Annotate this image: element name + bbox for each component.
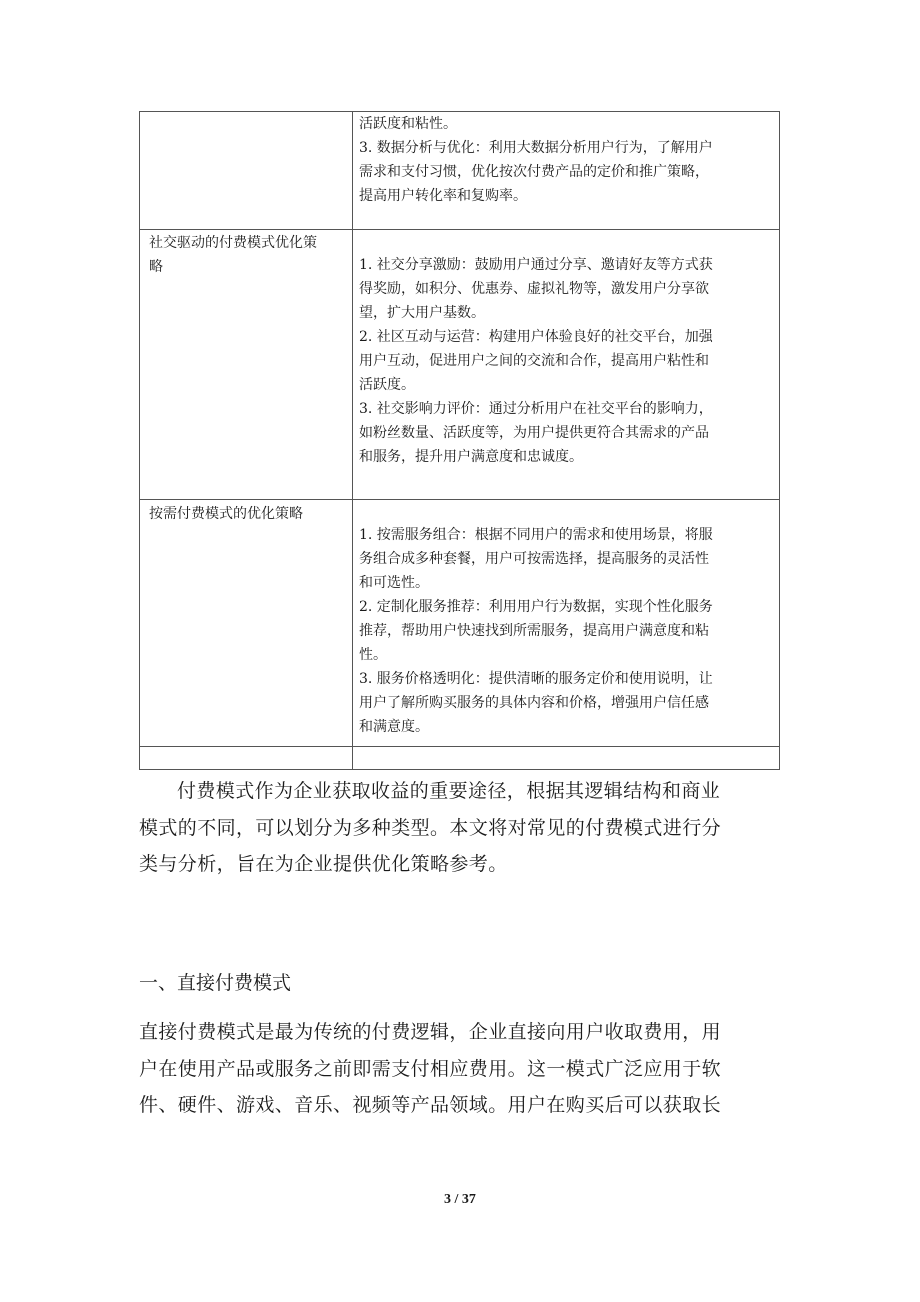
table-row [140,747,780,770]
strategy-name-cell [140,112,353,230]
paragraph-line: 直接付费模式是最为传统的付费逻辑，企业直接向用户收取费用，用 [139,1021,722,1043]
detail-line: 需求和支付习惯，优化按次付费产品的定价和推广策略， [359,164,709,180]
strategy-name-line: 社交驱动的付费模式优化策 [149,235,317,251]
detail-line: 用户了解所购买服务的具体内容和价格，增强用户信任感 [359,695,709,711]
detail-line: 3. 数据分析与优化：利用大数据分析用户行为，了解用户 [359,140,713,156]
table-row [140,500,780,747]
detail-line: 和可选性。 [359,575,429,591]
strategy-table [139,111,780,770]
detail-line: 望，扩大用户基数。 [359,305,485,321]
strategy-detail-cell [353,500,780,747]
strategy-name-line: 按需付费模式的优化策略 [149,506,303,522]
paragraph-line: 类与分析，旨在为企业提供优化策略参考。 [139,853,508,875]
detail-line: 3. 服务价格透明化：提供清晰的服务定价和使用说明，让 [359,671,713,687]
page-number: 3 / 37 [444,1192,476,1207]
detail-line: 性。 [359,647,387,663]
detail-line: 务组合成多种套餐，用户可按需选择，提高服务的灵活性 [359,551,709,567]
paragraph-line: 模式的不同，可以划分为多种类型。本文将对常见的付费模式进行分 [139,816,722,839]
strategy-name-cell [140,500,353,747]
paragraph-line: 付费模式作为企业获取收益的重要途径，根据其逻辑结构和商业 [177,780,721,802]
detail-line: 1. 按需服务组合：根据不同用户的需求和使用场景，将服 [359,527,713,543]
detail-line: 2. 社区互动与运营：构建用户体验良好的社交平台，加强 [359,329,713,345]
detail-line: 1. 社交分享激励：鼓励用户通过分享、邀请好友等方式获 [359,257,713,273]
strategy-detail-cell [353,112,780,230]
section-heading: 一、直接付费模式 [139,972,292,994]
detail-line: 和服务，提升用户满意度和忠诚度。 [359,449,583,465]
detail-line: 和满意度。 [359,719,429,735]
paragraph-line: 户在使用产品或服务之前即需支付相应费用。这一模式广泛应用于软 [139,1057,722,1080]
detail-line: 推荐，帮助用户快速找到所需服务，提高用户满意度和粘 [359,623,709,639]
detail-line: 活跃度。 [359,377,415,393]
table-row [140,112,780,230]
body-paragraph [139,1014,781,1124]
paragraph-line: 件、硬件、游戏、音乐、视频等产品领域。用户在购买后可以获取长 [139,1094,722,1116]
detail-line: 提高用户转化率和复购率。 [359,188,527,204]
detail-line: 如粉丝数量、活跃度等，为用户提供更符合其需求的产品 [359,425,709,441]
detail-line: 3. 社交影响力评价：通过分析用户在社交平台的影响力， [359,401,713,417]
empty-cell [140,747,353,770]
strategy-name-cell [140,230,353,500]
intro-paragraph [139,773,781,883]
detail-line: 活跃度和粘性。 [359,116,457,132]
detail-line: 得奖励，如积分、优惠券、虚拟礼物等，激发用户分享欲 [359,281,709,297]
strategy-name-line: 略 [149,259,163,275]
empty-cell [353,747,780,770]
table-row [140,230,780,500]
detail-line: 2. 定制化服务推荐：利用用户行为数据，实现个性化服务 [359,599,713,615]
detail-line: 用户互动，促进用户之间的交流和合作，提高用户粘性和 [359,353,709,369]
strategy-detail-cell [353,230,780,500]
